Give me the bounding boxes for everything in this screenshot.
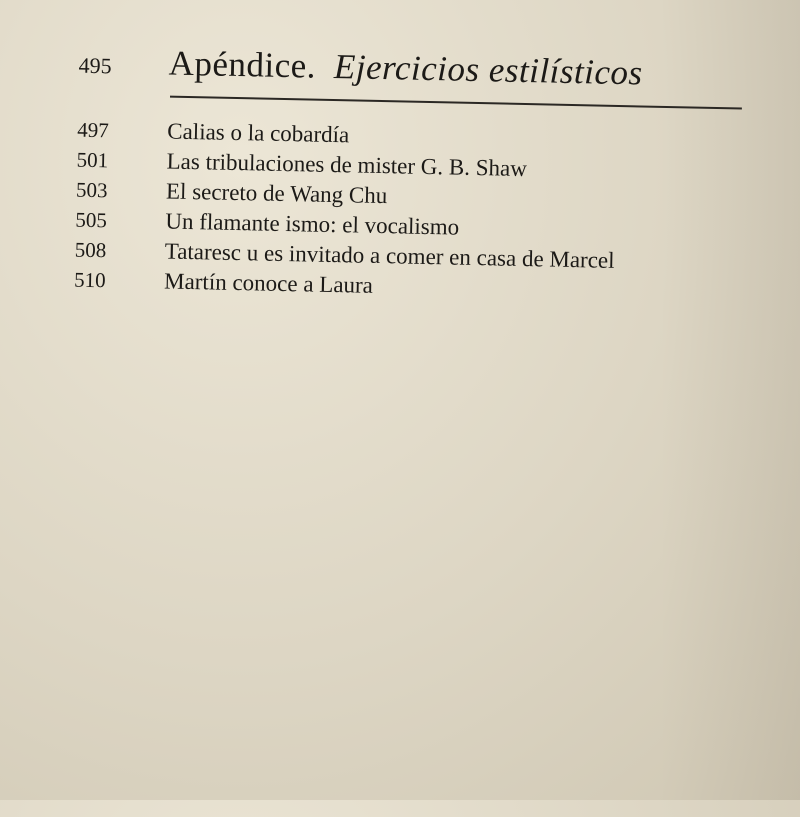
toc-entry-title: Martín conoce a Laura [163,268,374,298]
heading-title-main: Apéndice. [168,43,317,86]
toc-entry-page: 503 [75,177,108,203]
toc-entry-title: Un flamante ismo: el vocalismo [165,208,460,240]
heading-rule [170,96,742,110]
toc-entry-title: El secreto de Wang Chu [165,178,388,209]
toc-entry-page: 510 [73,267,106,293]
heading-page-number: 495 [78,52,112,79]
toc-entry-page: 501 [76,147,109,173]
toc-entry-title: Tataresc u es invitado a comer en casa de Marcel [164,238,615,273]
toc-entry-page: 497 [77,117,110,143]
heading-title-sub: Ejercicios estilísticos [333,47,644,93]
toc-entry-title: Las tribulaciones de mister G. B. Shaw [166,148,528,182]
heading-title [168,44,643,94]
toc-entry-page: 508 [74,237,107,263]
appendix-heading [78,42,643,94]
toc-list [74,115,618,306]
toc-entry-page: 505 [75,207,108,233]
toc-entry-title: Calias o la cobardía [167,118,350,148]
